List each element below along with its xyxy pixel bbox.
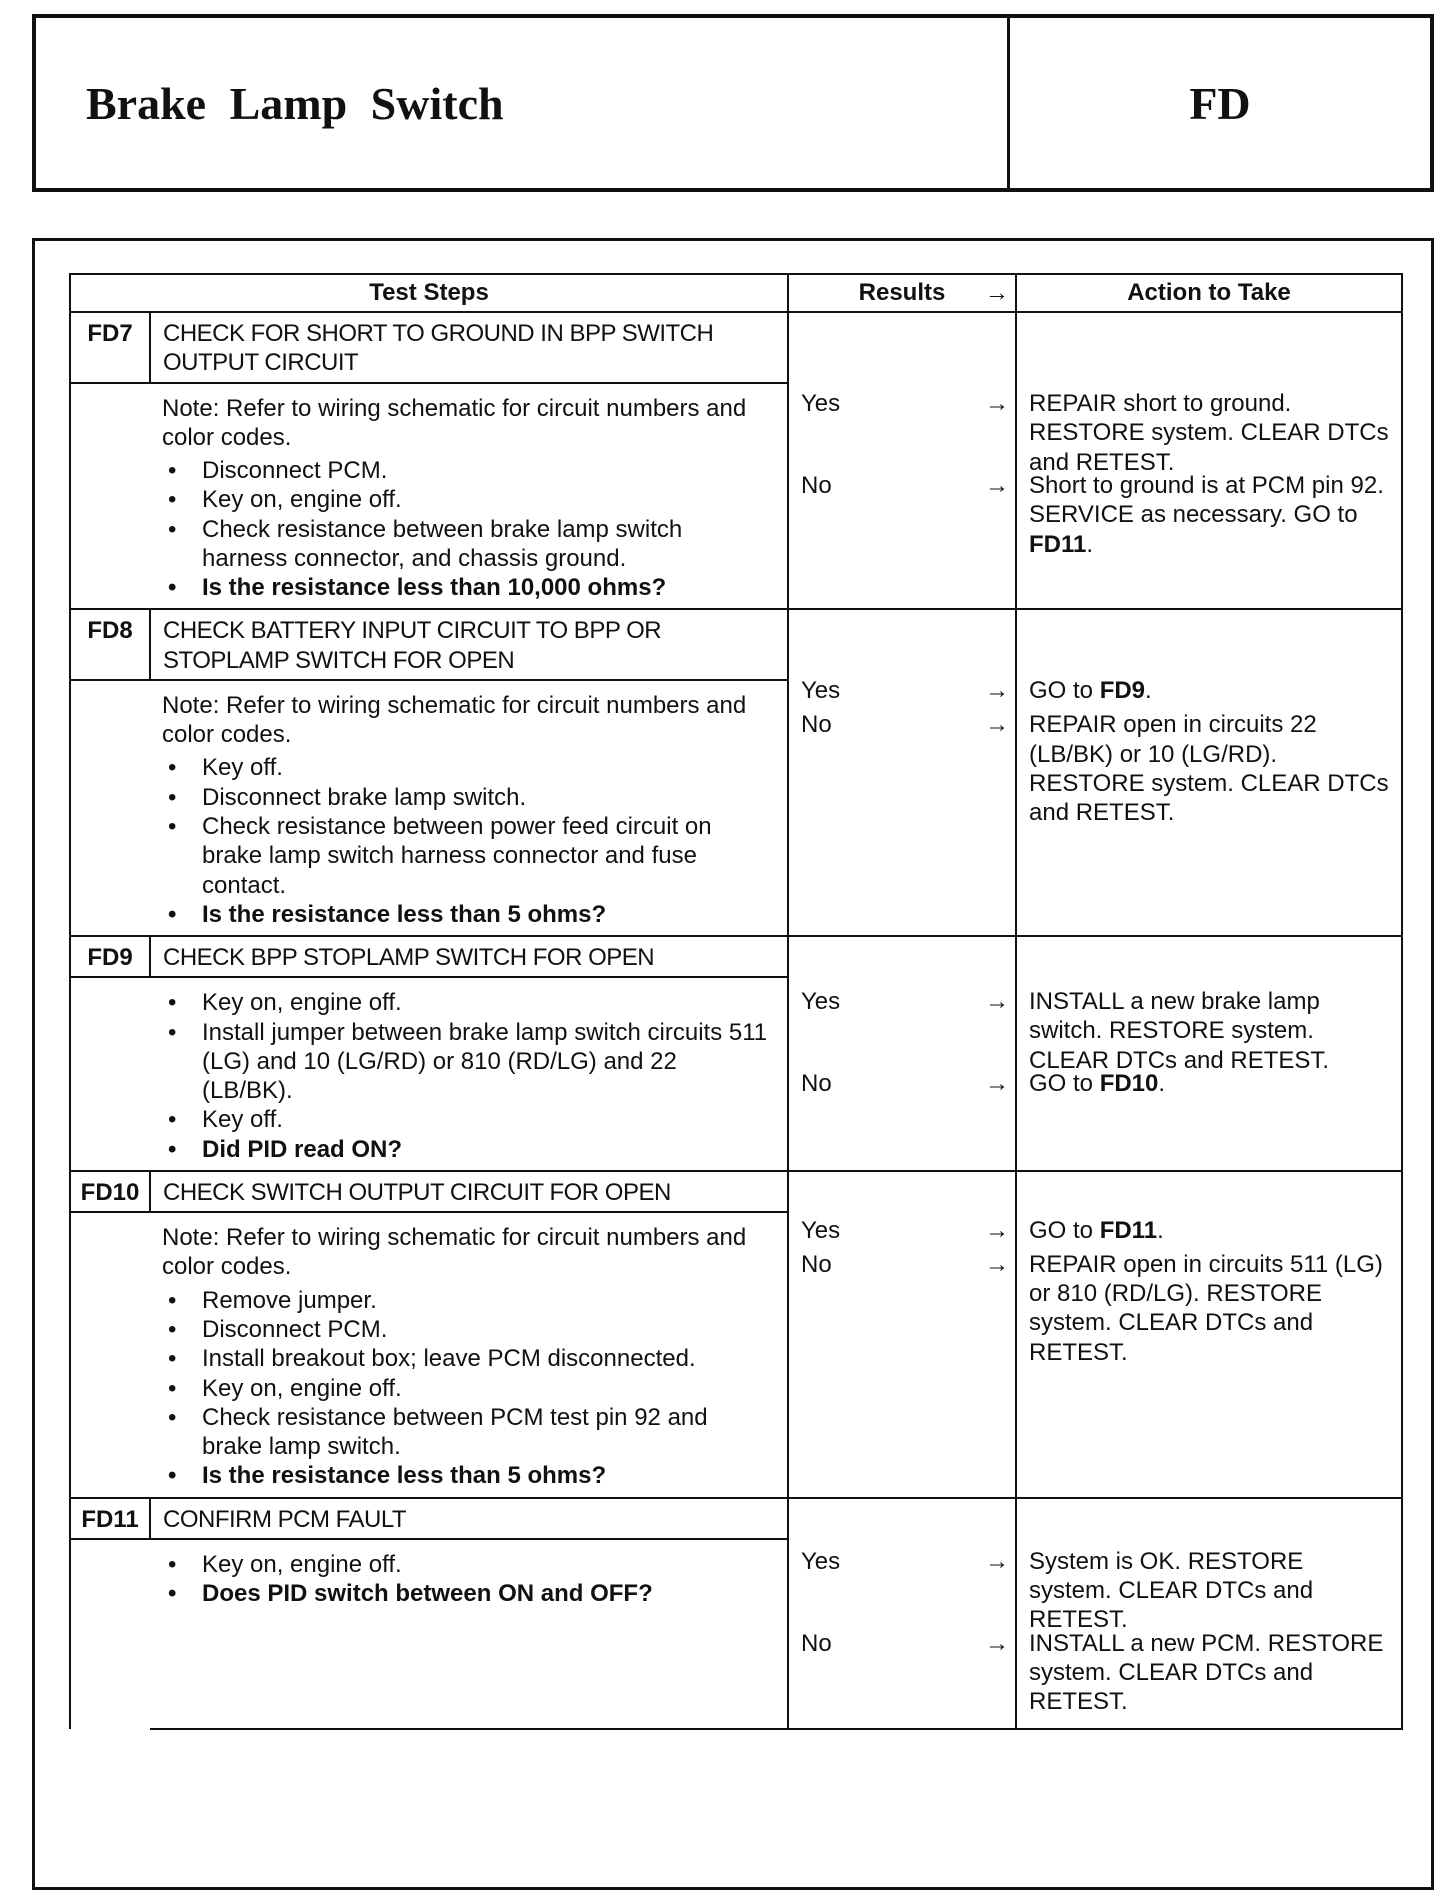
header-box — [32, 14, 1434, 192]
instruction-item: • Disconnect PCM. — [162, 1315, 769, 1344]
right-arrow-icon: → — [985, 988, 1009, 1016]
step-body — [150, 1539, 788, 1729]
action-instruction: GO to — [1029, 677, 1100, 705]
step-id: FD9 — [70, 936, 150, 977]
action-cell — [1016, 609, 1402, 936]
result-yes — [801, 1547, 1009, 1576]
right-arrow-icon: → — [985, 472, 1009, 499]
action-cell — [1016, 936, 1402, 1171]
step-body — [150, 1212, 788, 1497]
step-title-row — [70, 1498, 1402, 1539]
action-instruction: INSTALL a new PCM. RESTORE system. CLEAR DTCs and RETEST. — [1029, 1629, 1384, 1716]
step-title: CHECK BPP STOPLAMP SWITCH FOR OPEN — [150, 936, 788, 977]
instruction-item: • Key on, engine off. — [162, 1374, 769, 1403]
action-text — [1029, 1629, 1391, 1717]
step-title: CHECK SWITCH OUTPUT CIRCUIT FOR OPEN — [150, 1171, 788, 1212]
step-id-spacer — [70, 1212, 150, 1497]
result-yes — [801, 987, 1009, 1016]
action-text — [1029, 1250, 1391, 1367]
result-yes — [801, 389, 1009, 418]
action-cell — [1016, 1498, 1402, 1729]
result-no — [801, 1250, 1009, 1279]
step-reference-link[interactable]: FD10 — [1099, 1070, 1159, 1098]
step-question: • Is the resistance less than 10,000 ohms? — [162, 573, 769, 602]
right-arrow-icon: → — [985, 1250, 1009, 1278]
step-note: Note: Refer to wiring schematic for circuit numbers and color codes. — [162, 691, 747, 749]
right-arrow-icon: → — [985, 711, 1009, 739]
instruction-item: • Install breakout box; leave PCM disconnected. — [162, 1344, 769, 1373]
instruction-item: • Key off. — [162, 753, 769, 782]
action-text — [1029, 471, 1391, 559]
instruction-item: • Key on, engine off. — [162, 988, 769, 1017]
step-note: Note: Refer to wiring schematic for circuit numbers and color codes. — [162, 394, 747, 451]
step-reference-link[interactable]: FD9 — [1099, 677, 1146, 705]
result-label: Yes — [801, 988, 841, 1016]
step-title: CHECK FOR SHORT TO GROUND IN BPP SWITCH OUTPUT CIRCUIT — [150, 312, 788, 383]
action-cell — [1016, 1171, 1402, 1498]
instruction-item: • Remove jumper. — [162, 1286, 769, 1315]
step-id: FD8 — [70, 609, 150, 680]
action-instruction: INSTALL a new brake lamp switch. RESTORE system. CLEAR DTCs and RETEST. — [1029, 988, 1330, 1074]
right-arrow-icon: → — [985, 677, 1009, 705]
header-code-cell — [1010, 18, 1430, 188]
action-instruction: Short to ground is at PCM pin 92. SERVICE as necessary. GO to — [1029, 472, 1384, 529]
action-instruction: REPAIR short to ground. RESTORE system. CLEAR DTCs and RETEST. — [1029, 390, 1389, 476]
result-label: No — [801, 472, 832, 499]
result-yes — [801, 1216, 1009, 1245]
step-title-row — [70, 1171, 1402, 1212]
step-id-spacer — [70, 680, 150, 936]
right-arrow-icon: → — [985, 1629, 1009, 1657]
result-no — [801, 1629, 1009, 1658]
action-end: . — [1158, 1070, 1166, 1098]
step-question: • Is the resistance less than 5 ohms? — [162, 1461, 769, 1490]
result-label: No — [801, 1070, 832, 1098]
step-id-spacer — [70, 383, 150, 610]
test-steps-header: Test Steps — [70, 274, 788, 312]
step-instructions — [162, 753, 769, 929]
action-instruction: GO to — [1029, 1070, 1100, 1098]
result-label: No — [801, 1250, 832, 1278]
step-id-spacer — [70, 977, 150, 1171]
step-instructions — [162, 1550, 769, 1609]
step-instructions — [162, 456, 769, 602]
right-arrow-icon: → — [985, 1070, 1009, 1098]
step-id: FD7 — [70, 312, 150, 383]
results-header — [788, 274, 1016, 312]
result-label: No — [801, 1629, 832, 1657]
action-instruction: REPAIR open in circuits 511 (LG) or 810 (RD/LG). RESTORE system. CLEAR DTCs and RETEST. — [1029, 1250, 1383, 1366]
action-header: Action to Take — [1016, 274, 1402, 312]
action-text — [1029, 389, 1391, 477]
right-arrow-icon: → — [985, 390, 1009, 417]
step-body — [150, 977, 788, 1171]
right-arrow-icon: → — [985, 1216, 1009, 1244]
table-header-row — [70, 274, 1402, 312]
step-title-row — [70, 936, 1402, 977]
action-text — [1029, 710, 1391, 827]
test-steps-table — [69, 273, 1403, 1730]
results-cell — [788, 1498, 1016, 1729]
result-label: Yes — [801, 1216, 841, 1244]
results-cell — [788, 1171, 1016, 1498]
instruction-item: • Check resistance between PCM test pin 92 and brake lamp switch. — [162, 1403, 769, 1462]
results-cell — [788, 312, 1016, 609]
instruction-item: • Check resistance between brake lamp switch harness connector, and chassis ground. — [162, 515, 769, 574]
action-end: . — [1157, 1216, 1164, 1244]
result-label: Yes — [801, 677, 841, 705]
action-instruction: System is OK. RESTORE system. CLEAR DTCs and RETEST. — [1029, 1547, 1314, 1634]
step-question: • Did PID read ON? — [162, 1135, 769, 1164]
action-text — [1029, 1547, 1391, 1635]
step-note: Note: Refer to wiring schematic for circuit numbers and color codes. — [162, 1224, 747, 1281]
action-text — [1029, 1216, 1391, 1245]
action-end: . — [1086, 530, 1094, 558]
instruction-item: • Check resistance between power feed circuit on brake lamp switch harness connector and fuse contact. — [162, 812, 769, 900]
step-question: • Is the resistance less than 5 ohms? — [162, 900, 769, 929]
instruction-item: • Disconnect PCM. — [162, 456, 769, 485]
action-text — [1029, 676, 1391, 705]
right-arrow-icon: → — [985, 1547, 1009, 1575]
step-question: • Does PID switch between ON and OFF? — [162, 1579, 769, 1608]
step-title: CONFIRM PCM FAULT — [150, 1498, 788, 1539]
step-instructions — [162, 988, 769, 1164]
step-id-spacer — [70, 1539, 150, 1729]
instruction-item: • Install jumper between brake lamp switch circuits 511 (LG) and 10 (LG/RD) or 810 (RD/LG) and 22 (LB/BK). — [162, 1018, 769, 1106]
action-text — [1029, 1069, 1391, 1098]
step-body — [150, 680, 788, 936]
header-title-cell — [36, 18, 1010, 188]
results-header-label: Results — [858, 279, 946, 307]
result-label: Yes — [801, 1547, 841, 1575]
instruction-item: • Key off. — [162, 1105, 769, 1134]
step-id: FD11 — [70, 1498, 150, 1539]
procedure-box — [32, 238, 1434, 1890]
results-cell — [788, 609, 1016, 936]
step-reference-link[interactable]: FD11 — [1099, 1216, 1158, 1244]
step-id: FD10 — [70, 1171, 150, 1212]
result-yes — [801, 676, 1009, 705]
action-instruction: REPAIR open in circuits 22 (LB/BK) or 10 (LG/RD). RESTORE system. CLEAR DTCs and RETEST. — [1029, 711, 1389, 827]
action-text — [1029, 987, 1391, 1075]
step-reference-link[interactable]: FD11 — [1029, 530, 1087, 558]
step-title-row — [70, 609, 1402, 680]
right-arrow-icon: → — [985, 279, 1009, 307]
action-end: . — [1145, 677, 1152, 705]
action-instruction: GO to — [1029, 1216, 1100, 1244]
instruction-item: • Key on, engine off. — [162, 485, 769, 514]
result-label: Yes — [801, 390, 841, 417]
page-title: Brake Lamp Switch — [86, 77, 504, 129]
step-title-row — [70, 312, 1402, 383]
instruction-item: • Key on, engine off. — [162, 1550, 769, 1579]
step-body — [150, 383, 788, 610]
instruction-item: • Disconnect brake lamp switch. — [162, 783, 769, 812]
step-title: CHECK BATTERY INPUT CIRCUIT TO BPP OR STOPLAMP SWITCH FOR OPEN — [150, 609, 788, 680]
section-code: FD — [1189, 77, 1251, 129]
result-no — [801, 471, 1009, 500]
result-no — [801, 1069, 1009, 1098]
step-instructions — [162, 1286, 769, 1491]
result-label: No — [801, 711, 832, 739]
results-cell — [788, 936, 1016, 1171]
result-no — [801, 710, 1009, 739]
action-cell — [1016, 312, 1402, 609]
